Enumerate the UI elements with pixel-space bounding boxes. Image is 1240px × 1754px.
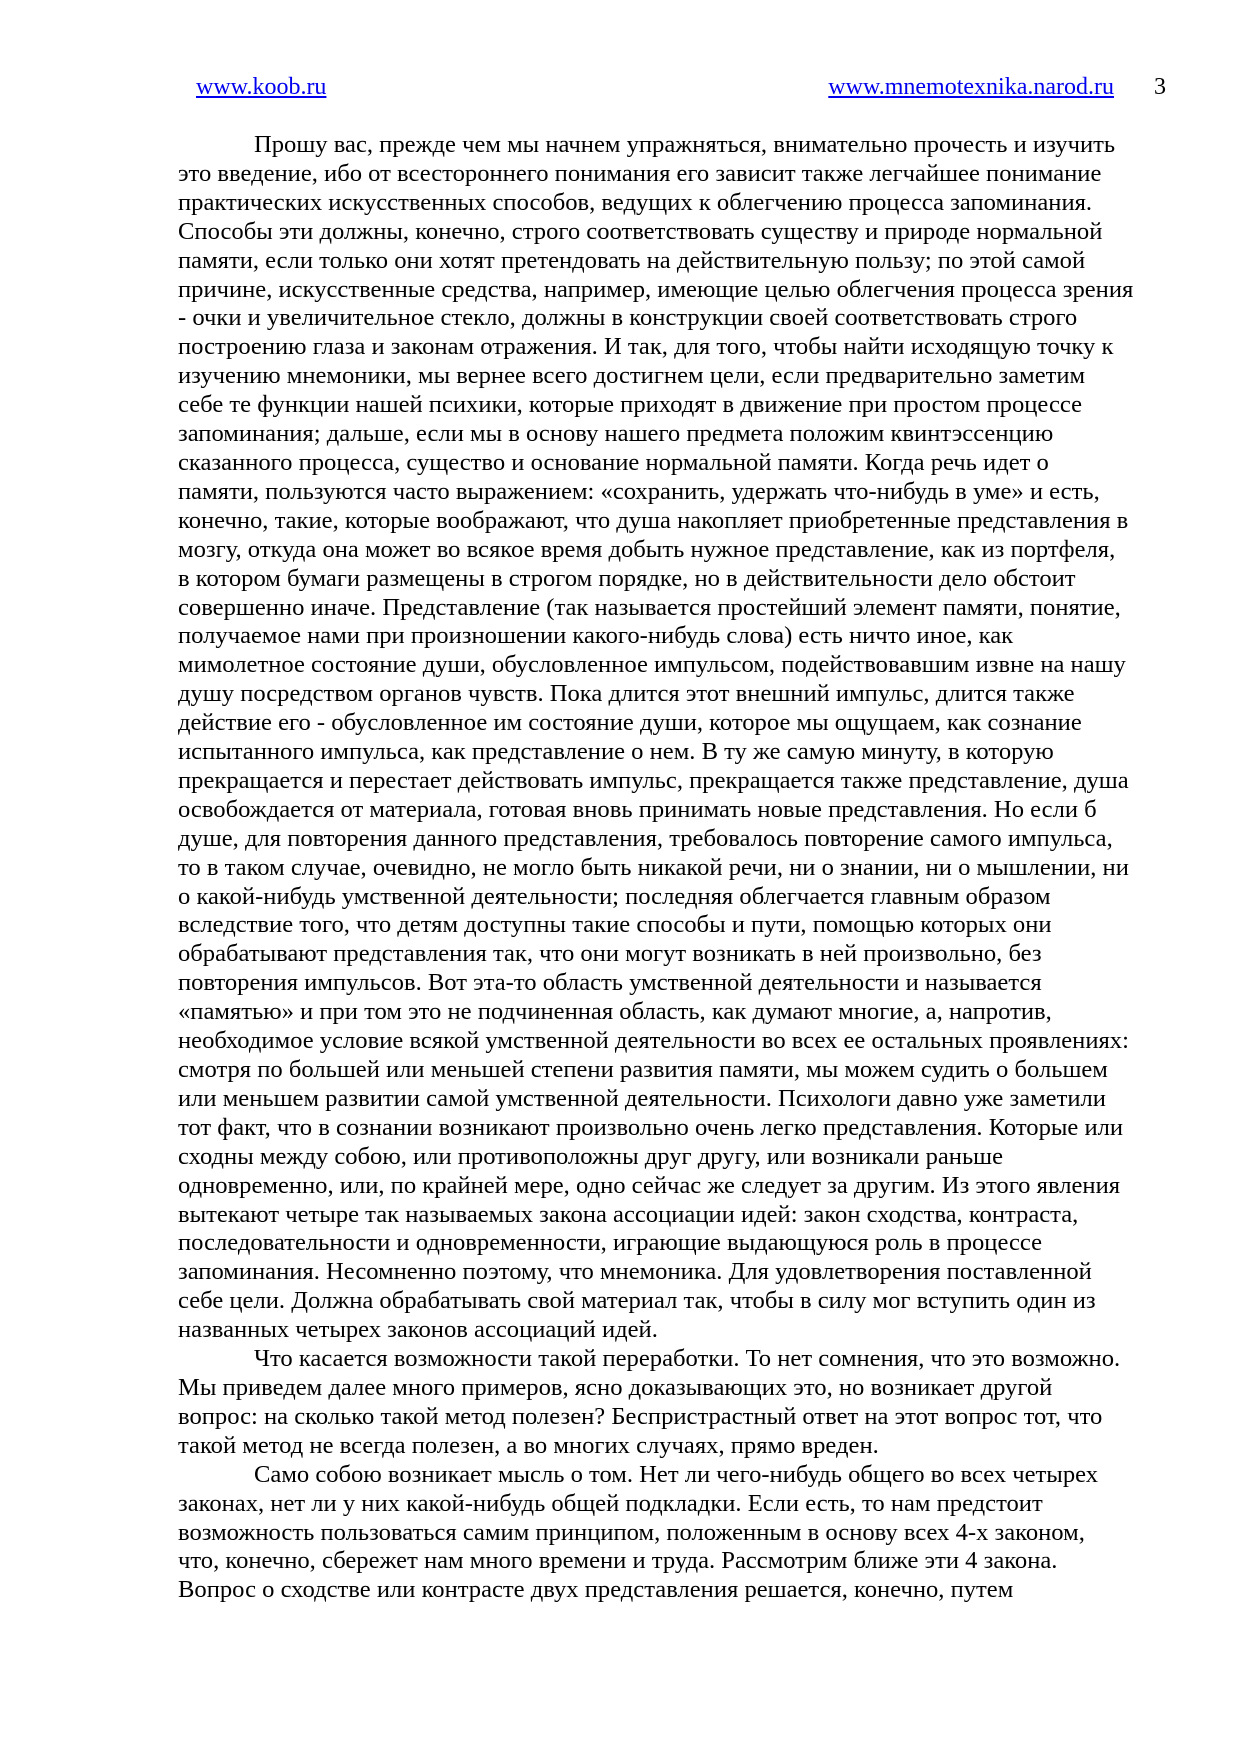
text-line: себе те функции нашей психики, которые приходят в движение при простом процессе <box>178 391 1082 419</box>
text-line: повторения импульсов. Вот эта-то область умственной деятельности и называется <box>178 969 1042 997</box>
text-line: освобождается от материала, готовая вновь принимать новые представления. Но если б <box>178 795 1097 823</box>
text-line: законах, нет ли у них какой-нибудь общей подкладки. Если есть, то нам предстоит <box>178 1489 1043 1517</box>
text-line: то в таком случае, очевидно, не могло быть никакой речи, ни о знании, ни о мышлении, ни <box>178 853 1129 881</box>
text-line: Что касается возможности такой переработки. То нет сомнения, что это возможно. <box>254 1345 1121 1373</box>
text-line: такой метод не всегда полезен, а во многих случаях, прямо вреден. <box>178 1431 879 1459</box>
text-line: причине, искусственные средства, например, имеющие целью облегчения процесса зрения <box>178 275 1134 303</box>
page-number: 3 <box>1154 74 1166 100</box>
text-line: действие его - обусловленное им состояние души, которое мы ощущаем, как сознание <box>178 709 1082 737</box>
text-line: о какой-нибудь умственной деятельности; последняя облегчается главным образом <box>178 882 1051 910</box>
text-line: сходны между собою, или противоположны друг другу, или возникали раньше <box>178 1142 1004 1170</box>
text-line: смотря по большей или меньшей степени развития памяти, мы можем судить о большем <box>178 1056 1108 1083</box>
text-line: или меньшем развитии самой умственной деятельности. Психологи давно уже заметили <box>178 1084 1106 1112</box>
text-line: запоминания. Несомненно поэтому, что мнемоника. Для удовлетворения поставленной <box>178 1258 1092 1286</box>
text-line: душу посредством органов чувств. Пока длится этот внешний импульс, длится также <box>178 680 1075 708</box>
text-line: последовательности и одновременности, играющие выдающуюся роль в процессе <box>178 1229 1043 1257</box>
text-line: Способы эти должны, конечно, строго соответствовать существу и природе нормальной <box>178 217 1103 245</box>
text-line: испытанного импульса, как представление о нем. В ту же самую минуту, в которую <box>178 738 1054 766</box>
text-line: - очки и увеличительное стекло, должны в конструкции своей соответствовать строго <box>178 304 1078 332</box>
text-line: прекращается и перестает действовать импульс, прекращается также представление, душа <box>178 766 1129 794</box>
text-line: обрабатывают представления так, что они могут возникать в ней произвольно, без <box>178 940 1042 968</box>
text-line: вытекают четыре так называемых закона ассоциации идей: закон сходства, контраста, <box>178 1200 1079 1228</box>
text-line: «памятью» и при том это не подчиненная область, как думают многие, а, напротив, <box>178 998 1052 1026</box>
text-line: вопрос: на сколько такой метод полезен? Беспристрастный ответ на этот вопрос тот, что <box>178 1402 1103 1430</box>
text-line: одновременно, или, по крайней мере, одно сейчас же следует за другим. Из этого явления <box>178 1171 1121 1199</box>
text-line: запоминания; дальше, если мы в основу нашего предмета положим квинтэссенцию <box>178 420 1054 448</box>
text-line: конечно, такие, которые воображают, что душа накопляет приобретенные представления в <box>178 506 1129 534</box>
text-line: получаемое нами при произношении какого-нибудь слова) есть ничто иное, как <box>178 622 1014 650</box>
header-link-koob[interactable]: www.koob.ru <box>196 74 327 100</box>
header-link-mnemotexnika[interactable]: www.mnemotexnika.narod.ru <box>828 74 1114 100</box>
text-line: изучению мнемоники, мы вернее всего достигнем цели, если предварительно заметим <box>178 362 1086 390</box>
text-line: памяти, пользуются часто выражением: «сохранить, удержать что-нибудь в уме» и есть, <box>178 477 1100 505</box>
text-line: Прошу вас, прежде чем мы начнем упражняться, внимательно прочесть и изучить <box>254 131 1116 158</box>
text-line: мозгу, откуда она может во всякое время добыть нужное представление, как из портфеля, <box>178 535 1116 563</box>
text-line: совершенно иначе. Представление (так называется простейший элемент памяти, понятие, <box>178 593 1121 621</box>
text-line: мимолетное состояние души, обусловленное импульсом, подействовавшим извне на нашу <box>178 651 1126 679</box>
text-line: Мы приведем далее много примеров, ясно доказывающих это, но возникает другой <box>178 1373 1053 1401</box>
text-line: Само собою возникает мысль о том. Нет ли чего-нибудь общего во всех четырех <box>254 1460 1099 1488</box>
text-line: душе, для повторения данного представления, требовалось повторение самого импульса, <box>178 824 1113 852</box>
text-line: сказанного процесса, существо и основание нормальной памяти. Когда речь идет о <box>178 448 1049 476</box>
text-line: что, конечно, сбережет нам много времени и труда. Рассмотрим ближе эти 4 закона. <box>178 1547 1058 1575</box>
text-line: себе цели. Должна обрабатывать свой материал так, чтобы в силу мог вступить один из <box>178 1287 1096 1315</box>
text-line: в котором бумаги размещены в строгом порядке, но в действительности дело обстоит <box>178 564 1076 592</box>
text-line: необходимое условие всякой умственной деятельности во всех ее остальных проявлениях: <box>178 1027 1129 1055</box>
text-line: памяти, если только они хотят претендовать на действительную пользу; по этой самой <box>178 246 1086 274</box>
page-header <box>196 72 1166 102</box>
text-line: вследствие того, что детям доступны такие способы и пути, помощью которых они <box>178 911 1052 939</box>
text-line: Вопрос о сходстве или контрасте двух представления решается, конечно, путем <box>178 1576 1014 1604</box>
text-line: построению глаза и законам отражения. И так, для того, чтобы найти исходящую точку к <box>178 333 1114 361</box>
text-line: практических искусственных способов, ведущих к облегчению процесса запоминания. <box>178 188 1093 216</box>
text-line: названных четырех законов ассоциаций идей. <box>178 1316 658 1344</box>
text-line: тот факт, что в сознании возникают произвольно очень легко представления. Которые или <box>178 1113 1124 1141</box>
text-line: это введение, ибо от всестороннего понимания его зависит также легчайшее понимание <box>178 159 1102 187</box>
text-line: возможность пользоваться самим принципом, положенным в основу всех 4-х законом, <box>178 1518 1085 1546</box>
document-body <box>178 131 1173 1605</box>
